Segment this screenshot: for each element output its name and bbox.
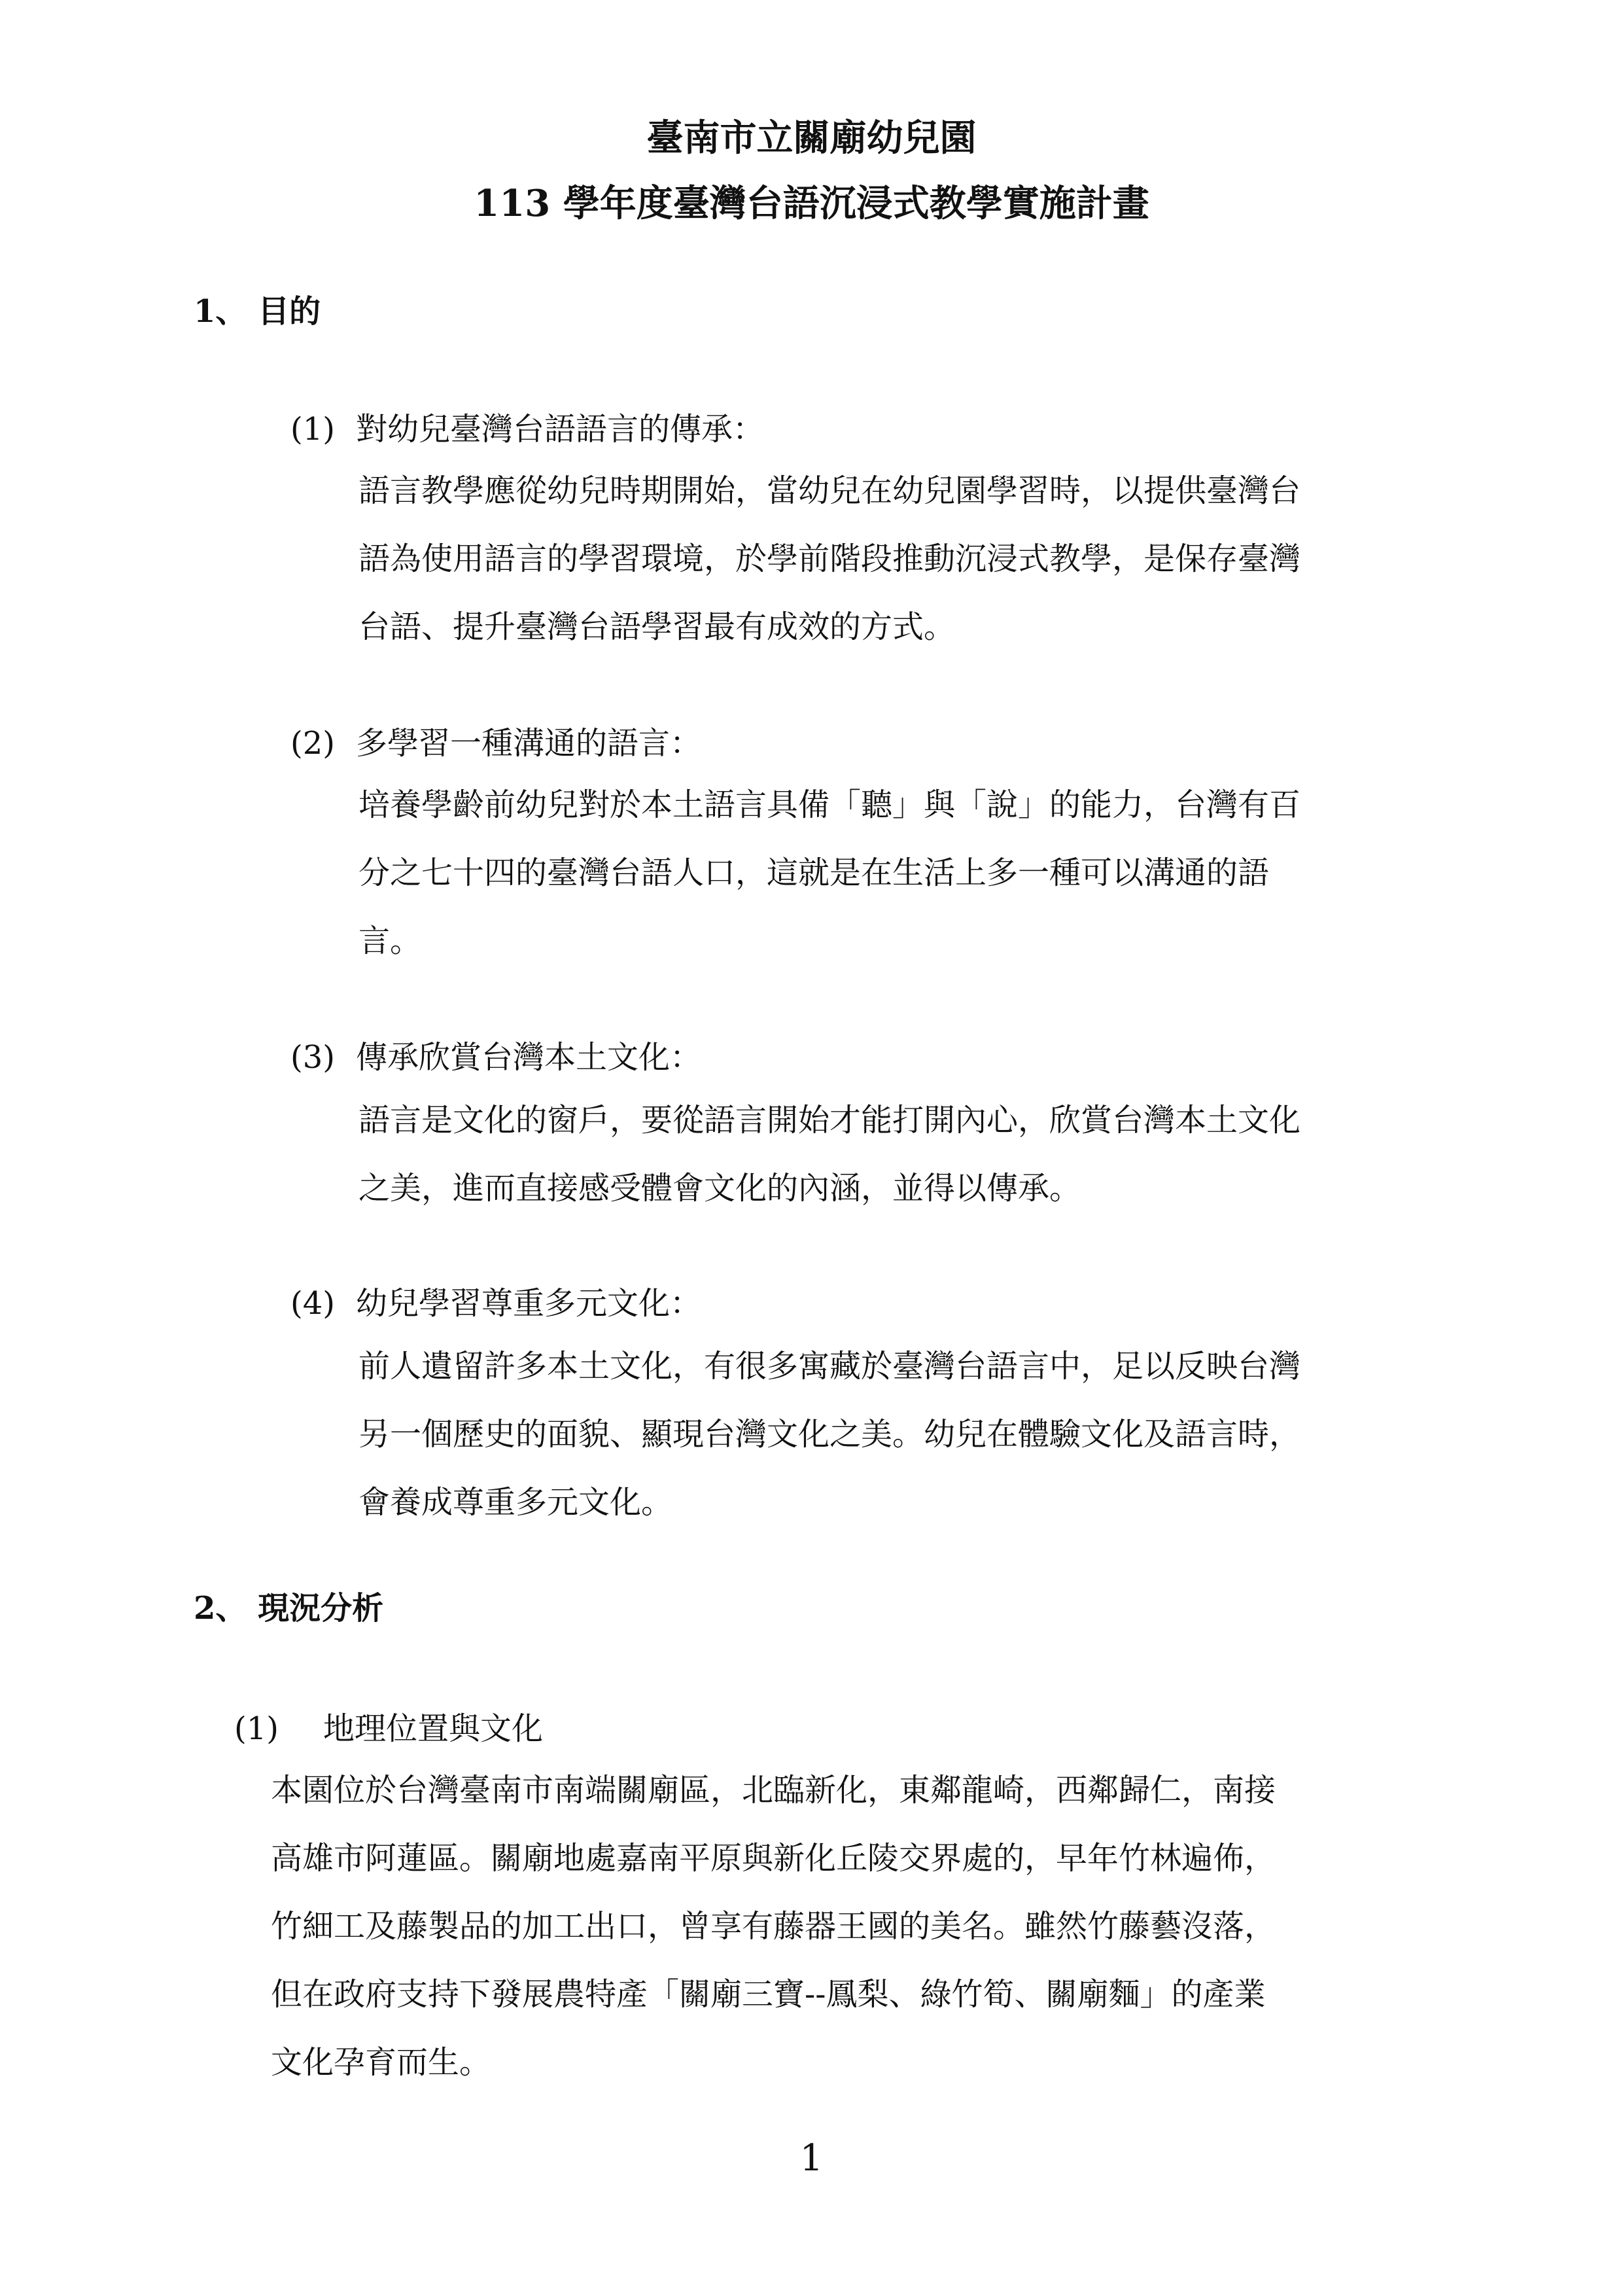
item-paragraph <box>358 1332 1300 1536</box>
item-title-text: 幼兒學習尊重多元文化： <box>356 1285 702 1322</box>
item-title-text: 傳承欣賞台灣本土文化： <box>356 1039 702 1076</box>
plan-title: 113 學年度臺灣台語沉浸式教學實施計畫 <box>474 182 1149 225</box>
subsection-title-text: 地理位置與文化 <box>323 1710 544 1747</box>
item-paragraph <box>358 771 1300 975</box>
item-title <box>290 1284 701 1323</box>
paragraph-line: 本園位於台灣臺南市南端關廟區，北臨新化，東鄰龍崎，西鄰歸仁，南接 <box>271 1772 1276 1809</box>
item-number: (4) <box>290 1285 335 1322</box>
item-paragraph <box>358 1086 1300 1222</box>
paragraph-line: 語言是文化的窗戶，要從語言開始才能打開內心，欣賞台灣本土文化 <box>358 1102 1301 1139</box>
paragraph-line: 培養學齡前幼兒對於本土語言具備「聽」與「說」的能力，台灣有百 <box>358 786 1301 823</box>
paragraph-line: 文化孕育而生。 <box>271 2044 491 2081</box>
paragraph-line: 言。 <box>358 923 422 959</box>
item-title <box>290 410 764 449</box>
paragraph-line: 會養成尊重多元文化。 <box>358 1484 673 1521</box>
paragraph-line: 台語、提升臺灣台語學習最有成效的方式。 <box>358 609 956 645</box>
subsection-title <box>234 1709 543 1748</box>
item-paragraph <box>358 457 1300 661</box>
paragraph-line: 前人遺留許多本土文化，有很多寓藏於臺灣台語言中，足以反映台灣 <box>358 1348 1301 1385</box>
paragraph-line: 竹細工及藤製品的加工出口，曾享有藤器王國的美名。雖然竹藤藝沒落， <box>271 1908 1276 1945</box>
paragraph-line: 語為使用語言的學習環境，於學前階段推動沉浸式教學，是保存臺灣 <box>358 540 1301 577</box>
page-number: 1 <box>799 2137 824 2180</box>
paragraph-line: 語言教學應從幼兒時期開始，當幼兒在幼兒園學習時，以提供臺灣台 <box>358 472 1301 509</box>
paragraph-line: 但在政府支持下發展農特產「關廟三寶--鳳梨、綠竹筍、關廟麵」的產業 <box>271 1976 1266 2013</box>
item-number: (1) <box>290 411 335 448</box>
item-title <box>290 724 701 763</box>
item-title <box>290 1038 701 1077</box>
subsection-number: (1) <box>234 1710 279 1747</box>
paragraph-line: 另一個歷史的面貌、顯現台灣文化之美。幼兒在體驗文化及語言時， <box>358 1416 1301 1453</box>
subsection-paragraph <box>271 1756 1276 2096</box>
item-number: (3) <box>290 1039 335 1076</box>
paragraph-line: 高雄市阿蓮區。關廟地處嘉南平原與新化丘陵交界處的，早年竹林遍佈， <box>271 1840 1276 1877</box>
school-name: 臺南市立關廟幼兒園 <box>646 116 977 160</box>
paragraph-line: 之美，進而直接感受體會文化的內涵，並得以傳承。 <box>358 1170 1081 1207</box>
section-heading-analysis: 2、 現況分析 <box>194 1590 384 1627</box>
paragraph-line: 分之七十四的臺灣台語人口，這就是在生活上多一種可以溝通的語 <box>358 855 1270 891</box>
item-title-text: 多學習一種溝通的語言： <box>356 725 702 762</box>
section-heading-purpose: 1、 目的 <box>194 293 321 330</box>
item-number: (2) <box>290 725 335 762</box>
item-title-text: 對幼兒臺灣台語語言的傳承： <box>356 411 765 448</box>
